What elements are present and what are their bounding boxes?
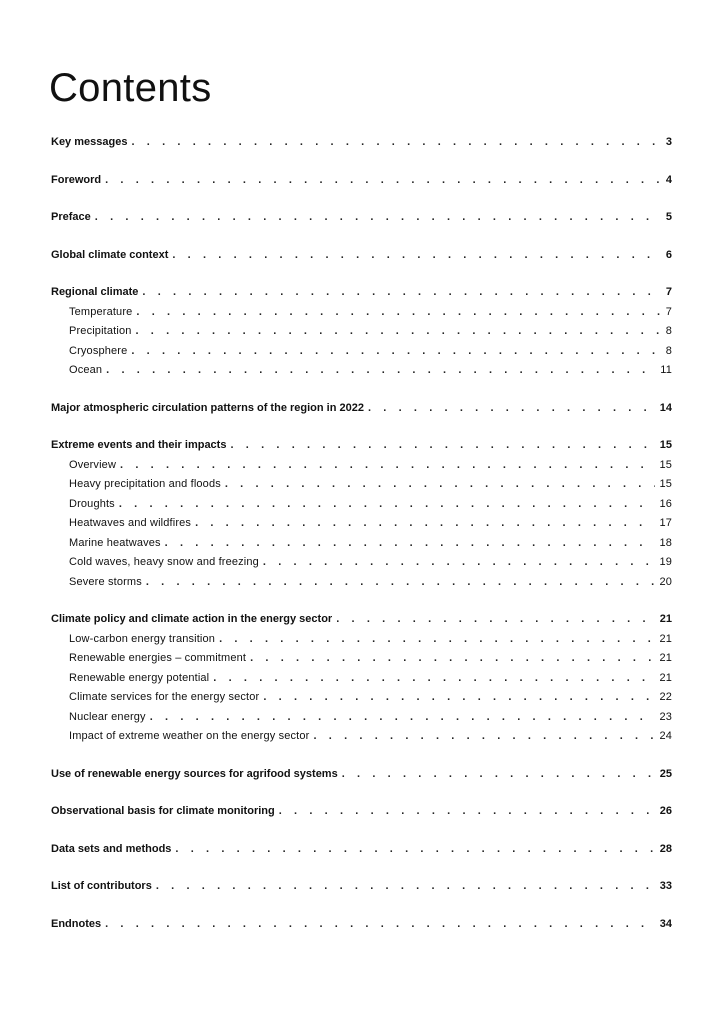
toc-subentry-temperature[interactable]	[51, 303, 672, 323]
toc-subentry-precipitation[interactable]	[51, 322, 672, 342]
toc-entry-use-of-renewable-energy-sources-for-agrifood-systems[interactable]	[51, 765, 672, 785]
toc-subentry-climate-services-for-the-energy-sector[interactable]	[51, 688, 672, 708]
dot-leader	[136, 303, 661, 323]
toc-page-number: 21	[659, 652, 672, 664]
toc-page-number: 16	[659, 497, 672, 510]
toc-entry-label: Nuclear energy	[69, 710, 146, 723]
toc-group	[51, 840, 672, 860]
toc-group	[51, 610, 672, 747]
toc-entry-label: Renewable energies – commitment	[69, 652, 247, 664]
dot-leader	[313, 727, 655, 747]
toc-subentry-renewable-energies-commitment[interactable]	[51, 649, 672, 669]
toc-page-number: 15	[659, 439, 672, 451]
toc-entry-preface[interactable]	[51, 208, 672, 228]
toc-group	[51, 171, 672, 191]
toc-page-number: 7	[665, 286, 672, 298]
toc-entry-foreword[interactable]	[51, 171, 672, 191]
dot-leader	[146, 573, 656, 593]
dot-leader	[142, 283, 661, 303]
toc-entry-label: Heatwaves and wildfires	[69, 517, 192, 529]
toc-page-number: 8	[665, 325, 672, 337]
toc-entry-label: Low-carbon energy transition	[69, 632, 216, 645]
dot-leader	[230, 436, 655, 456]
dot-leader	[213, 669, 655, 689]
toc-entry-label: Precipitation	[69, 325, 132, 337]
dot-leader	[219, 630, 655, 650]
toc-entry-endnotes[interactable]	[51, 915, 672, 935]
toc-page-number: 18	[659, 536, 672, 549]
dot-leader	[336, 610, 656, 630]
toc-page-number: 21	[659, 613, 672, 625]
dot-leader	[172, 246, 662, 266]
dot-leader	[150, 708, 656, 728]
dot-leader	[175, 840, 655, 860]
toc-page-number: 8	[665, 344, 672, 357]
toc-subentry-cryosphere[interactable]	[51, 342, 672, 362]
toc-page-number: 6	[665, 248, 672, 261]
dot-leader	[156, 877, 656, 897]
toc-group	[51, 915, 672, 935]
toc-entry-data-sets-and-methods[interactable]	[51, 840, 672, 860]
toc-subentry-heavy-precipitation-and-floods[interactable]	[51, 475, 672, 495]
dot-leader	[106, 361, 656, 381]
toc-entry-regional-climate[interactable]	[51, 283, 672, 303]
toc-subentry-overview[interactable]	[51, 456, 672, 476]
toc-group	[51, 877, 672, 897]
dot-leader	[263, 688, 655, 708]
toc-page-number: 11	[660, 364, 672, 376]
toc-entry-label: Observational basis for climate monitoring	[51, 805, 275, 817]
toc-page-number: 20	[659, 575, 672, 588]
toc-group	[51, 399, 672, 419]
toc-page-number: 28	[659, 842, 672, 855]
toc-entry-key-messages[interactable]	[51, 133, 672, 153]
toc-entry-climate-policy-and-climate-action-in-the-energy-sector[interactable]	[51, 610, 672, 630]
toc-entry-label: Heavy precipitation and floods	[69, 478, 221, 490]
toc-entry-label: Foreword	[51, 173, 102, 186]
toc-entry-label: Renewable energy potential	[69, 671, 210, 684]
page-title: Contents	[49, 66, 212, 110]
toc-page-number: 19	[659, 556, 672, 568]
toc-page-number: 21	[659, 671, 672, 684]
toc-entry-observational-basis-for-climate-monitoring[interactable]	[51, 802, 672, 822]
dot-leader	[120, 456, 655, 476]
toc-page-number: 4	[665, 173, 672, 186]
toc-group	[51, 765, 672, 785]
toc-subentry-marine-heatwaves[interactable]	[51, 534, 672, 554]
toc-group	[51, 246, 672, 266]
toc-entry-label: Regional climate	[51, 286, 139, 298]
toc-entry-label: Severe storms	[69, 575, 142, 588]
dot-leader	[105, 171, 662, 191]
toc-page-number: 24	[659, 730, 672, 742]
toc-page-number: 26	[659, 805, 672, 817]
dot-leader	[279, 802, 656, 822]
dot-leader	[263, 553, 656, 573]
toc-entry-major-atmospheric-circulation-patterns-of-the-region-in-2022[interactable]	[51, 399, 672, 419]
toc-page-number: 33	[659, 880, 672, 892]
toc-page-number: 17	[659, 517, 672, 529]
dot-leader	[131, 133, 661, 153]
toc-group	[51, 208, 672, 228]
dot-leader	[105, 915, 656, 935]
toc-entry-label: Key messages	[51, 136, 128, 148]
toc-entry-label: List of contributors	[51, 880, 152, 892]
dot-leader	[135, 322, 661, 342]
toc-subentry-low-carbon-energy-transition[interactable]	[51, 630, 672, 650]
toc-page-number: 25	[659, 767, 672, 780]
toc-entry-label: Overview	[69, 458, 117, 471]
toc-page-number: 21	[659, 632, 672, 645]
toc-subentry-impact-of-extreme-weather-on-the-energy-sector[interactable]	[51, 727, 672, 747]
table-of-contents	[51, 133, 672, 952]
dot-leader	[165, 534, 656, 554]
toc-subentry-heatwaves-and-wildfires[interactable]	[51, 514, 672, 534]
toc-entry-label: Global climate context	[51, 248, 169, 261]
toc-page-number: 3	[665, 136, 672, 148]
toc-page-number: 14	[659, 401, 672, 414]
toc-subentry-nuclear-energy[interactable]	[51, 708, 672, 728]
toc-entry-label: Data sets and methods	[51, 842, 172, 855]
dot-leader	[368, 399, 656, 419]
toc-entry-label: Cold waves, heavy snow and freezing	[69, 556, 259, 568]
toc-group	[51, 436, 672, 592]
toc-entry-label: Droughts	[69, 497, 115, 510]
toc-entry-label: Marine heatwaves	[69, 536, 161, 549]
toc-entry-label: Cryosphere	[69, 344, 128, 357]
toc-subentry-droughts[interactable]	[51, 495, 672, 515]
toc-entry-label: Climate policy and climate action in the energy sector	[51, 613, 333, 625]
toc-subentry-cold-waves-heavy-snow-and-freezing[interactable]	[51, 553, 672, 573]
dot-leader	[119, 495, 656, 515]
dot-leader	[95, 208, 662, 228]
toc-page-number: 15	[659, 478, 672, 490]
toc-entry-label: Preface	[51, 211, 91, 223]
dot-leader	[225, 475, 656, 495]
dot-leader	[131, 342, 661, 362]
toc-entry-label: Major atmospheric circulation patterns of the region in 2022	[51, 401, 364, 414]
toc-subentry-ocean[interactable]	[51, 361, 672, 381]
toc-subentry-severe-storms[interactable]	[51, 573, 672, 593]
toc-subentry-renewable-energy-potential[interactable]	[51, 669, 672, 689]
toc-page-number: 34	[659, 917, 672, 930]
toc-entry-label: Endnotes	[51, 917, 102, 930]
toc-entry-label: Ocean	[69, 364, 103, 376]
toc-entry-label: Use of renewable energy sources for agrifood systems	[51, 767, 338, 780]
dot-leader	[195, 514, 655, 534]
toc-group	[51, 133, 672, 153]
toc-entry-label: Extreme events and their impacts	[51, 439, 227, 451]
toc-entry-label: Temperature	[69, 305, 133, 318]
toc-page-number: 7	[665, 305, 672, 318]
toc-entry-global-climate-context[interactable]	[51, 246, 672, 266]
toc-page-number: 15	[659, 458, 672, 471]
toc-page-number: 5	[665, 211, 672, 223]
dot-leader	[342, 765, 656, 785]
toc-entry-extreme-events-and-their-impacts[interactable]	[51, 436, 672, 456]
toc-group	[51, 802, 672, 822]
toc-page-number: 23	[659, 710, 672, 723]
toc-group	[51, 283, 672, 381]
toc-entry-list-of-contributors[interactable]	[51, 877, 672, 897]
toc-entry-label: Climate services for the energy sector	[69, 691, 260, 703]
dot-leader	[250, 649, 655, 669]
toc-entry-label: Impact of extreme weather on the energy sector	[69, 730, 310, 742]
toc-page-number: 22	[659, 691, 672, 703]
